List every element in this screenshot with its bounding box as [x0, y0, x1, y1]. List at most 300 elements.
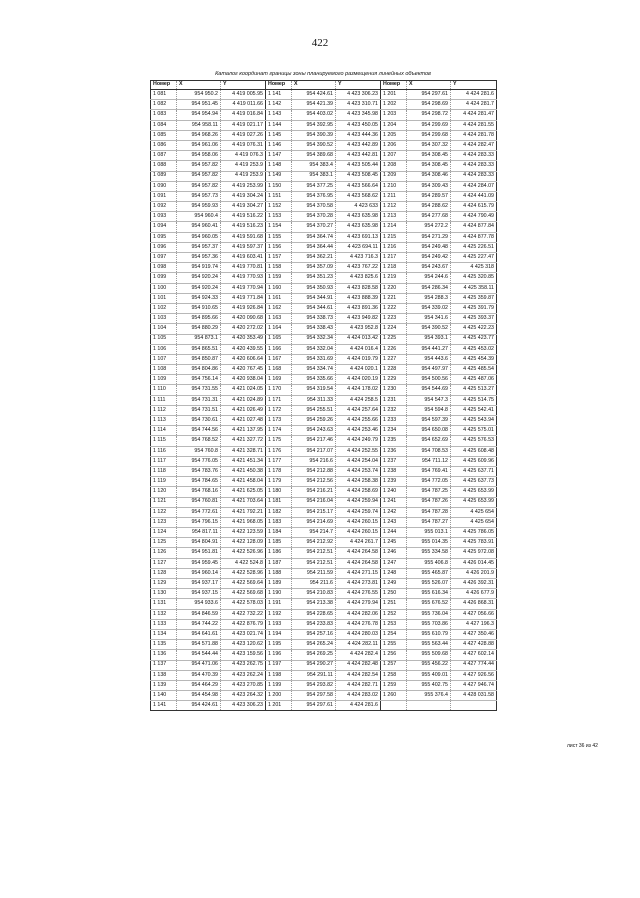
table-row [151, 609, 497, 619]
table-row [151, 130, 497, 140]
cell-y-2: 4 424 264.58 [336, 548, 381, 558]
cell-y-1: 4 419 926.84 [221, 303, 266, 313]
cell-x-1: 954 920.24 [177, 283, 221, 293]
cell-number-3: 1 260 [381, 691, 407, 701]
cell-y-2: 4 424 258.38 [336, 477, 381, 487]
table-row [151, 487, 497, 497]
cell-y-3: 4 425 972.08 [451, 548, 497, 558]
cell-y-2: 4 424 264.58 [336, 558, 381, 568]
cell-x-1: 954 910.65 [177, 303, 221, 313]
cell-y-2: 4 423 444.36 [336, 130, 381, 140]
cell-number-2: 1 177 [266, 456, 292, 466]
cell-y-1: 4 421 026.49 [221, 405, 266, 415]
cell-y-3: 4 425 783.91 [451, 538, 497, 548]
cell-number-3: 1 221 [381, 293, 407, 303]
cell-x-2: 954 216.6 [292, 456, 336, 466]
cell-x-2: 954 338.43 [292, 324, 336, 334]
cell-number-3: 1 244 [381, 528, 407, 538]
cell-number-2: 1 151 [266, 191, 292, 201]
cell-number-1: 1 104 [151, 324, 177, 334]
cell-x-1: 954 920.24 [177, 273, 221, 283]
cell-number-2: 1 193 [266, 619, 292, 629]
cell-x-2: 954 389.68 [292, 151, 336, 161]
cell-y-2: 4 424 276.55 [336, 589, 381, 599]
cell-number-3: 1 211 [381, 191, 407, 201]
cell-number-3: 1 249 [381, 579, 407, 589]
cell-number-1: 1 133 [151, 619, 177, 629]
cell-y-1: 4 421 625.05 [221, 487, 266, 497]
cell-y-2: 4 423 566.64 [336, 181, 381, 191]
cell-number-2: 1 170 [266, 385, 292, 395]
cell-number-1: 1 127 [151, 558, 177, 568]
cell-number-2: 1 146 [266, 140, 292, 150]
cell-y-2: 4 423 442.89 [336, 140, 381, 150]
header-x-3: X [407, 81, 451, 90]
cell-x-2: 954 332.04 [292, 344, 336, 354]
cell-number-3: 1 210 [381, 181, 407, 191]
cell-number-3: 1 202 [381, 100, 407, 110]
cell-number-3: 1 250 [381, 589, 407, 599]
cell-x-1: 954 730.61 [177, 416, 221, 426]
cell-x-2: 954 344.91 [292, 293, 336, 303]
cell-x-1: 954 958.06 [177, 151, 221, 161]
cell-y-3: 4 425 422.23 [451, 324, 497, 334]
cell-y-1: 4 423 021.74 [221, 629, 266, 639]
cell-x-3: 955 676.52 [407, 599, 451, 609]
cell-number-3: 1 228 [381, 365, 407, 375]
cell-number-3: 1 204 [381, 120, 407, 130]
cell-y-3: 4 425 608.48 [451, 446, 497, 456]
cell-y-2: 4 423 694.11 [336, 242, 381, 252]
cell-y-2: 4 423 949.82 [336, 314, 381, 324]
cell-number-2: 1 150 [266, 181, 292, 191]
cell-y-2: 4 423 767.22 [336, 263, 381, 273]
cell-number-3: 1 219 [381, 273, 407, 283]
cell-y-1: 4 419 076.3 [221, 151, 266, 161]
cell-number-1: 1 097 [151, 253, 177, 263]
cell-y-2: 4 424 261.7 [336, 538, 381, 548]
cell-x-1: 954 731.31 [177, 395, 221, 405]
cell-y-3 [451, 701, 497, 711]
cell-number-3: 1 258 [381, 670, 407, 680]
cell-x-3: 954 308.45 [407, 161, 451, 171]
cell-number-3: 1 214 [381, 222, 407, 232]
cell-number-1: 1 101 [151, 293, 177, 303]
cell-y-3: 4 428 031.58 [451, 691, 497, 701]
cell-number-1: 1 136 [151, 650, 177, 660]
cell-y-1: 4 421 137.95 [221, 426, 266, 436]
table-row [151, 599, 497, 609]
cell-y-1: 4 423 120.62 [221, 640, 266, 650]
cell-x-2: 954 383.1 [292, 171, 336, 181]
table-row [151, 426, 497, 436]
cell-x-3: 955 409.01 [407, 670, 451, 680]
cell-number-2: 1 142 [266, 100, 292, 110]
cell-y-2: 4 424 259.94 [336, 497, 381, 507]
cell-number-2: 1 186 [266, 548, 292, 558]
cell-number-3: 1 238 [381, 466, 407, 476]
cell-number-1: 1 098 [151, 263, 177, 273]
cell-number-3: 1 224 [381, 324, 407, 334]
table-row [151, 151, 497, 161]
cell-y-3: 4 425 485.54 [451, 365, 497, 375]
cell-x-1: 954 960.41 [177, 222, 221, 232]
cell-x-1: 954 895.66 [177, 314, 221, 324]
cell-x-3: 955 013.1 [407, 528, 451, 538]
cell-x-1: 954 957.82 [177, 171, 221, 181]
cell-y-3: 4 425 423.77 [451, 334, 497, 344]
cell-number-2: 1 190 [266, 589, 292, 599]
cell-x-1: 954 760.81 [177, 497, 221, 507]
cell-x-1: 954 544.44 [177, 650, 221, 660]
cell-number-3: 1 240 [381, 487, 407, 497]
cell-x-3: 954 547.3 [407, 395, 451, 405]
cell-number-1: 1 082 [151, 100, 177, 110]
cell-y-2: 4 424 283.02 [336, 691, 381, 701]
cell-x-3: 954 289.57 [407, 191, 451, 201]
cell-x-1: 954 960.05 [177, 232, 221, 242]
cell-number-2: 1 160 [266, 283, 292, 293]
cell-x-2: 954 212.51 [292, 558, 336, 568]
table-row [151, 212, 497, 222]
table-header-row [151, 81, 497, 90]
cell-y-2: 4 424 280.03 [336, 629, 381, 639]
cell-y-1: 4 421 024.89 [221, 395, 266, 405]
cell-x-3: 954 288.3 [407, 293, 451, 303]
cell-x-2: 954 383.4 [292, 161, 336, 171]
cell-x-2: 954 370.27 [292, 222, 336, 232]
cell-x-2: 954 377.25 [292, 181, 336, 191]
table-row [151, 507, 497, 517]
table-row [151, 191, 497, 201]
cell-x-1: 954 731.51 [177, 405, 221, 415]
cell-y-3: 4 425 359.87 [451, 293, 497, 303]
cell-x-2: 954 421.39 [292, 100, 336, 110]
cell-number-1: 1 141 [151, 701, 177, 711]
cell-number-3: 1 216 [381, 242, 407, 252]
cell-x-2: 954 390.52 [292, 140, 336, 150]
cell-x-2: 954 212.56 [292, 477, 336, 487]
cell-x-3: 955 610.79 [407, 629, 451, 639]
cell-number-1: 1 089 [151, 171, 177, 181]
cell-x-3: 954 711.12 [407, 456, 451, 466]
cell-x-1: 954 937.15 [177, 589, 221, 599]
cell-y-3: 4 427 774.44 [451, 660, 497, 670]
cell-y-3: 4 424 283.33 [451, 161, 497, 171]
cell-x-3: 954 594.8 [407, 405, 451, 415]
table-row [151, 568, 497, 578]
cell-y-2: 4 423 306.23 [336, 90, 381, 100]
cell-number-3: 1 226 [381, 344, 407, 354]
cell-x-1: 954 865.51 [177, 344, 221, 354]
cell-y-3: 4 424 790.49 [451, 212, 497, 222]
cell-x-3: 954 597.39 [407, 416, 451, 426]
cell-number-2: 1 149 [266, 171, 292, 181]
cell-y-3: 4 427 196.3 [451, 619, 497, 629]
cell-number-2: 1 148 [266, 161, 292, 171]
cell-x-2: 954 228.65 [292, 609, 336, 619]
cell-number-3: 1 230 [381, 385, 407, 395]
table-row [151, 314, 497, 324]
cell-x-2: 954 214.69 [292, 517, 336, 527]
table-row [151, 466, 497, 476]
cell-y-3: 4 424 615.79 [451, 202, 497, 212]
cell-x-3: 954 441.27 [407, 344, 451, 354]
cell-y-3: 4 425 393.37 [451, 314, 497, 324]
cell-number-2: 1 174 [266, 426, 292, 436]
cell-number-1: 1 091 [151, 191, 177, 201]
cell-number-2: 1 152 [266, 202, 292, 212]
cell-y-1: 4 420 353.49 [221, 334, 266, 344]
cell-x-1: 954 744.56 [177, 426, 221, 436]
header-x-1: X [177, 81, 221, 90]
cell-x-1: 954 756.14 [177, 375, 221, 385]
cell-x-3: 954 787.28 [407, 507, 451, 517]
cell-x-3: 955 406.8 [407, 558, 451, 568]
cell-y-3: 4 425 637.73 [451, 477, 497, 487]
cell-number-2: 1 167 [266, 354, 292, 364]
cell-x-3: 955 526.07 [407, 579, 451, 589]
cell-y-1: 4 419 770.94 [221, 283, 266, 293]
cell-number-1: 1 125 [151, 538, 177, 548]
table-row [151, 222, 497, 232]
cell-number-1: 1 120 [151, 487, 177, 497]
cell-number-2: 1 198 [266, 670, 292, 680]
cell-number-1: 1 131 [151, 599, 177, 609]
cell-x-1: 954 731.55 [177, 385, 221, 395]
cell-x-1: 954 880.29 [177, 324, 221, 334]
cell-y-2: 4 424 020.1 [336, 365, 381, 375]
cell-y-3: 4 425 358.11 [451, 283, 497, 293]
cell-y-1: 4 422 876.79 [221, 619, 266, 629]
cell-x-1: 954 957.37 [177, 242, 221, 252]
cell-number-1: 1 102 [151, 303, 177, 313]
cell-y-2: 4 424 276.78 [336, 619, 381, 629]
cell-number-1: 1 086 [151, 140, 177, 150]
table-row [151, 436, 497, 446]
cell-number-3: 1 259 [381, 680, 407, 690]
cell-x-2: 954 362.21 [292, 253, 336, 263]
table-row [151, 283, 497, 293]
cell-y-1: 4 419 253.9 [221, 171, 266, 181]
cell-y-3: 4 425 227.47 [451, 253, 497, 263]
cell-number-1: 1 083 [151, 110, 177, 120]
cell-x-1: 954 950.2 [177, 90, 221, 100]
table-row [151, 202, 497, 212]
table-row [151, 660, 497, 670]
cell-x-3: 954 772.05 [407, 477, 451, 487]
cell-number-1: 1 130 [151, 589, 177, 599]
cell-x-2: 954 259.26 [292, 416, 336, 426]
cell-number-1: 1 118 [151, 466, 177, 476]
cell-number-3: 1 248 [381, 568, 407, 578]
cell-y-1: 4 422 528.96 [221, 568, 266, 578]
cell-number-3: 1 229 [381, 375, 407, 385]
cell-x-3: 955 465.87 [407, 568, 451, 578]
cell-y-3: 4 426 677.9 [451, 589, 497, 599]
cell-y-3: 4 427 946.74 [451, 680, 497, 690]
cell-x-2: 954 424.61 [292, 90, 336, 100]
cell-number-1: 1 114 [151, 426, 177, 436]
coordinates-table [150, 80, 497, 711]
cell-y-2: 4 424 282.54 [336, 670, 381, 680]
cell-number-2: 1 144 [266, 120, 292, 130]
cell-y-2: 4 424 260.15 [336, 528, 381, 538]
cell-x-2: 954 338.73 [292, 314, 336, 324]
cell-y-3: 4 425 637.71 [451, 466, 497, 476]
cell-y-2: 4 424 258.5 [336, 395, 381, 405]
cell-x-3: 954 243.67 [407, 263, 451, 273]
cell-x-3: 954 244.6 [407, 273, 451, 283]
table-row [151, 619, 497, 629]
cell-y-3: 4 425 654 [451, 517, 497, 527]
cell-x-3: 954 299.69 [407, 120, 451, 130]
cell-number-3: 1 237 [381, 456, 407, 466]
cell-number-2: 1 163 [266, 314, 292, 324]
cell-number-2: 1 172 [266, 405, 292, 415]
cell-y-3: 4 425 454.39 [451, 354, 497, 364]
cell-x-2: 954 257.16 [292, 629, 336, 639]
cell-number-3: 1 247 [381, 558, 407, 568]
cell-number-1: 1 093 [151, 212, 177, 222]
cell-x-2: 954 212.51 [292, 548, 336, 558]
cell-x-2: 954 357.09 [292, 263, 336, 273]
cell-number-2: 1 161 [266, 293, 292, 303]
cell-y-3: 4 427 602.14 [451, 650, 497, 660]
cell-y-3: 4 425 320.85 [451, 273, 497, 283]
cell-number-2: 1 171 [266, 395, 292, 405]
cell-x-2: 954 376.95 [292, 191, 336, 201]
cell-x-1: 954 959.93 [177, 202, 221, 212]
header-y-1: Y [221, 81, 266, 90]
table-caption: Каталог координат границы зоны планируемого размещения линейных объектов [215, 71, 431, 77]
cell-y-3: 4 426 868.31 [451, 599, 497, 609]
cell-y-2: 4 424 255.66 [336, 416, 381, 426]
cell-number-2: 1 158 [266, 263, 292, 273]
cell-y-2: 4 424 282.06 [336, 609, 381, 619]
cell-number-1: 1 090 [151, 181, 177, 191]
cell-y-3: 4 424 281.6 [451, 90, 497, 100]
cell-y-2: 4 424 016.4 [336, 344, 381, 354]
cell-number-3: 1 209 [381, 171, 407, 181]
table-row [151, 538, 497, 548]
cell-y-2: 4 424 282.71 [336, 680, 381, 690]
cell-y-1: 4 421 327.72 [221, 436, 266, 446]
cell-number-1: 1 140 [151, 691, 177, 701]
cell-x-2: 954 364.74 [292, 232, 336, 242]
cell-number-3: 1 227 [381, 354, 407, 364]
cell-x-2: 954 364.44 [292, 242, 336, 252]
cell-x-2: 954 291.11 [292, 670, 336, 680]
cell-number-3: 1 201 [381, 90, 407, 100]
cell-x-3: 954 307.32 [407, 140, 451, 150]
cell-y-1: 4 420 439.55 [221, 344, 266, 354]
cell-x-2: 954 210.83 [292, 589, 336, 599]
cell-number-3: 1 207 [381, 151, 407, 161]
cell-y-1: 4 422 123.59 [221, 528, 266, 538]
cell-y-3: 4 425 453.02 [451, 344, 497, 354]
cell-x-1: 954 961.06 [177, 140, 221, 150]
cell-y-3: 4 424 281.55 [451, 120, 497, 130]
cell-y-2: 4 423 442.81 [336, 151, 381, 161]
cell-number-1: 1 095 [151, 232, 177, 242]
cell-number-3: 1 242 [381, 507, 407, 517]
cell-x-2: 954 216.21 [292, 487, 336, 497]
cell-number-3: 1 222 [381, 303, 407, 313]
cell-y-2: 4 423 508.45 [336, 171, 381, 181]
cell-x-2: 954 392.95 [292, 120, 336, 130]
cell-number-3: 1 241 [381, 497, 407, 507]
cell-x-2: 954 350.93 [292, 283, 336, 293]
cell-x-3: 955 456.22 [407, 660, 451, 670]
cell-y-2: 4 424 013.42 [336, 334, 381, 344]
cell-y-1: 4 420 272.02 [221, 324, 266, 334]
cell-x-3: 954 497.97 [407, 365, 451, 375]
cell-x-1: 954 919.74 [177, 263, 221, 273]
cell-x-3: 955 402.75 [407, 680, 451, 690]
cell-number-2: 1 175 [266, 436, 292, 446]
table-row [151, 253, 497, 263]
cell-y-1: 4 422 569.68 [221, 589, 266, 599]
cell-y-3: 4 425 653.99 [451, 497, 497, 507]
cell-y-1: 4 419 603.41 [221, 253, 266, 263]
cell-x-3: 954 393.1 [407, 334, 451, 344]
cell-x-2: 954 297.61 [292, 701, 336, 711]
cell-number-2: 1 153 [266, 212, 292, 222]
cell-number-1: 1 107 [151, 354, 177, 364]
cell-y-1: 4 419 516.22 [221, 212, 266, 222]
cell-y-1: 4 422 578.03 [221, 599, 266, 609]
sheet-label: лист 36 из 42 [567, 743, 598, 749]
cell-y-3: 4 424 282.47 [451, 140, 497, 150]
cell-number-2: 1 188 [266, 568, 292, 578]
cell-x-3: 954 708.53 [407, 446, 451, 456]
cell-x-1: 954 470.39 [177, 670, 221, 680]
cell-y-3: 4 425 576.53 [451, 436, 497, 446]
cell-y-1: 4 419 771.84 [221, 293, 266, 303]
cell-number-2: 1 165 [266, 334, 292, 344]
cell-number-1: 1 122 [151, 507, 177, 517]
table-row [151, 395, 497, 405]
cell-x-2: 954 217.07 [292, 446, 336, 456]
cell-x-1: 954 817.11 [177, 528, 221, 538]
cell-number-1: 1 084 [151, 120, 177, 130]
cell-x-3: 954 249.42 [407, 253, 451, 263]
cell-number-1: 1 105 [151, 334, 177, 344]
cell-y-2: 4 423 716.3 [336, 253, 381, 263]
cell-x-3: 954 650.08 [407, 426, 451, 436]
cell-y-2: 4 424 253.46 [336, 426, 381, 436]
cell-x-1: 954 951.45 [177, 100, 221, 110]
cell-number-2: 1 143 [266, 110, 292, 120]
cell-number-1: 1 129 [151, 579, 177, 589]
cell-y-3: 4 424 281.78 [451, 130, 497, 140]
cell-x-1: 954 571.88 [177, 640, 221, 650]
table-row [151, 324, 497, 334]
cell-number-2: 1 180 [266, 487, 292, 497]
cell-x-1: 954 784.65 [177, 477, 221, 487]
cell-x-1: 954 957.82 [177, 161, 221, 171]
cell-y-2: 4 424 019.79 [336, 354, 381, 364]
cell-x-2: 954 255.51 [292, 405, 336, 415]
cell-number-1: 1 124 [151, 528, 177, 538]
cell-x-3: 954 443.6 [407, 354, 451, 364]
cell-number-2: 1 168 [266, 365, 292, 375]
cell-x-2: 954 212.88 [292, 466, 336, 476]
cell-y-3: 4 425 226.51 [451, 242, 497, 252]
cell-y-2: 4 424 249.79 [336, 436, 381, 446]
cell-x-1: 954 951.81 [177, 548, 221, 558]
